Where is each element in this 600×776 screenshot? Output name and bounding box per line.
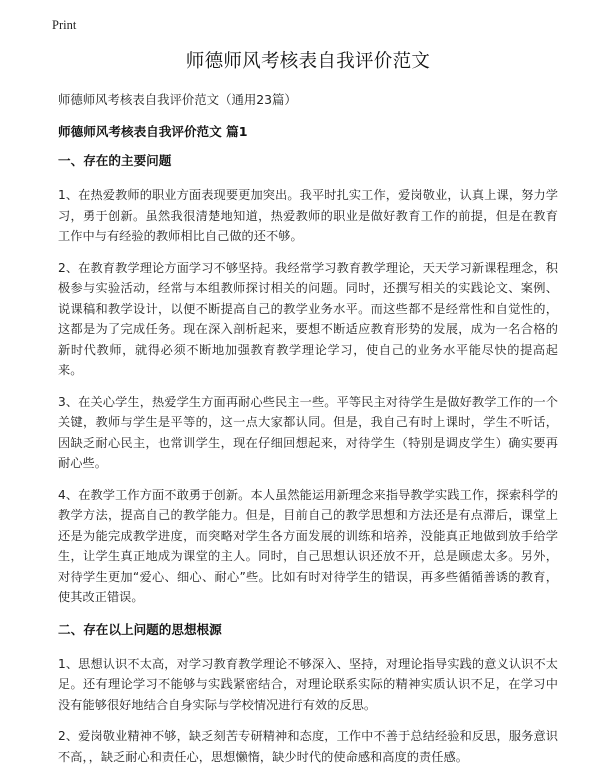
document-subtitle: 师德师风考核表自我评价范文（通用23篇）	[58, 92, 297, 107]
document-body	[58, 50, 558, 767]
paragraph: 1、思想认识不太高，对学习教育教学理论不够深入、坚持，对理论指导实践的意义认识不太足。还有理论学习不能够与实践紧密结合，对理论联系实际的精神实质认识不足，在学习中没有能够很好地结合自身实际与学校情况进行有效的反思。	[58, 656, 558, 712]
paragraph: 4、在教学工作方面不敢勇于创新。本人虽然能运用新理念来指导教学实践工作，探索科学的教学方法，提高自己的教学能力。但是，目前自己的教学思想和方法还是有点滞后，课堂上还是为能完成教学进度，而突略对学生各方面发展的训练和培养，没能真正地做到放手给学生，让学生真正地成为课堂的主人。同时，自己思想认识还放不开，总是顾虑太多。另外，对待学生更加“爱心、细心、耐心”些。比如有时对待学生的错误，再多些循循善诱的教育，使其改正错误。	[58, 487, 558, 604]
article-title: 师德师风考核表自我评价范文 篇1	[58, 124, 248, 139]
paragraph: 3、在关心学生，热爱学生方面再耐心些民主一些。平等民主对待学生是做好教学工作的一个关键，教师与学生是平等的，这一点大家都认同。但是，我自己有时上课时，学生不听话，因缺乏耐心民主，也常训学生，现在仔细回想起来，对待学生（特别是调皮学生）确实要再耐心些。	[58, 394, 558, 470]
section-heading-main-problems: 一、存在的主要问题	[58, 153, 172, 168]
paragraph: 2、在教育教学理论方面学习不够坚持。我经常学习教育教学理论，天天学习新课程理念，积极参与实验活动，经常与本组教师探讨相关的问题。同时，还撰写相关的实践论文、案例、说课稿和教学设计，以便不断提高自己的教学业务水平。而这些都不是经常性和自觉性的，这都是为了完成任务。现在深入剖析起来，要想不断适应教育形势的发展，成为一名合格的新时代教师，就得必须不断地加强教育教学理论学习，使自己的业务水平能尽快的提高起来。	[58, 260, 558, 377]
paragraph: 2、爱岗敬业精神不够，缺乏刻苦专研精神和态度，工作中不善于总结经验和反思，服务意识不高，，缺乏耐心和责任心，思想懒惰，缺少时代的使命感和高度的责任感。	[58, 729, 558, 764]
section-heading-root-causes: 二、存在以上问题的思想根源	[58, 621, 222, 637]
paragraph: 1、在热爱教师的职业方面表现要更加突出。我平时扎实工作，爱岗敬业，认真上课，努力学习，勇于创新。虽然我很清楚地知道，热爱教师的职业是做好教育工作的前提，但是在教育工作中与有经验的教师相比自己做的还不够。	[58, 188, 558, 243]
print-link[interactable]: Print	[52, 18, 77, 32]
document-title: 师德师风考核表自我评价范文	[185, 51, 431, 72]
